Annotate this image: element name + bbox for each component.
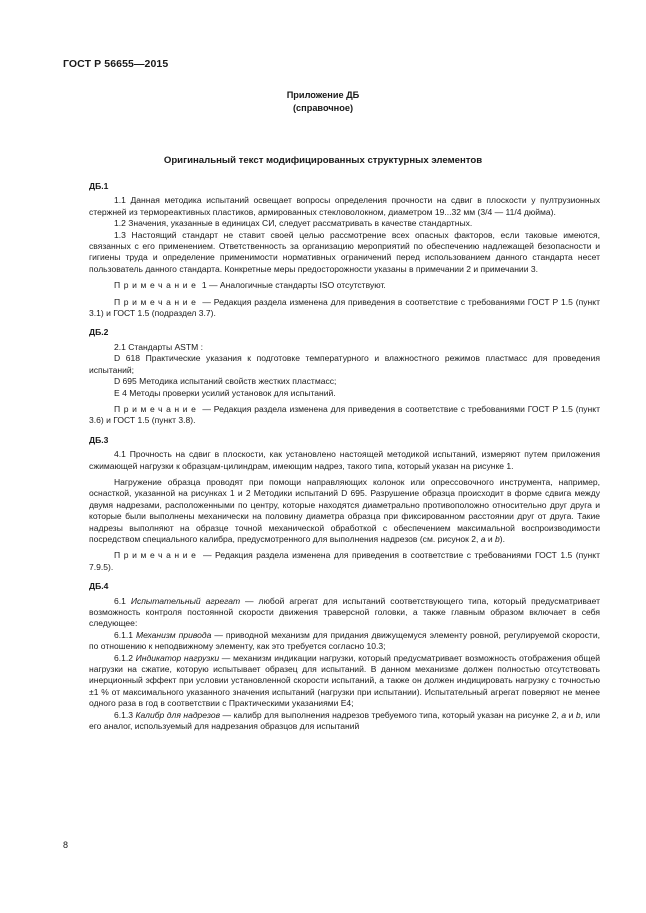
paragraph: 4.1 Прочность на сдвиг в плоскости, как установлено настоящей методикой испытаний, измеряют путем приложения сжимающей нагрузки к образцам-цилиндрам, имеющим надрез, такого типа, который указан на рисунке 1. (89, 449, 600, 471)
section-heading-db4: ДБ.4 (89, 581, 109, 592)
paragraph (89, 710, 600, 733)
text-run-italic: а (480, 533, 486, 544)
document-body (89, 178, 600, 732)
note (89, 280, 600, 291)
paragraph (89, 477, 600, 545)
paragraph: 1.1 Данная методика испытаний освещает вопросы определения прочности на сдвиг в плоскости у пултрузионных стержней из термореактивных пластиков, армированных стекловолокном, диаметром 19...32 мм (3/4 — 11/4 дюйма). (89, 195, 600, 217)
text-run: и (485, 533, 496, 544)
text-run: 6.1.1 (114, 629, 136, 640)
page-number: 8 (63, 840, 69, 850)
term-italic: Испытательный агрегат (130, 595, 241, 606)
note-text: — Редакция раздела изменена для приведения в соответствие с требованиями ГОСТ Р 1.5 (пункт 3.1) и ГОСТ 1.5 (подраздел 3.7). (89, 296, 600, 319)
term-italic: Калибр для надрезов (135, 709, 221, 720)
note (89, 297, 600, 320)
paragraph: 1.3 Настоящий стандарт не ставит своей целью рассмотрение всех опасных факторов, если таковые имеются, связанных с его применением. Ответственность за организацию мероприятий по обеспечению надлежащей безопасности и гигиены труда и определение применимости нормативных ограничений перед использованием данного стандарта несет пользователь данного стандарта. Конкретные меры предосторожности указаны в примечании 2 и примечании 3. (89, 229, 600, 274)
note (89, 550, 600, 573)
text-run: 6.1 (114, 595, 131, 606)
paragraph: 1.2 Значения, указанные в единицах СИ, следует рассматривать в качестве стандартных. (114, 218, 473, 229)
text-run: 6.1.3 (114, 709, 136, 720)
note-text: — Редакция раздела изменена для приведения в соответствие с требованиями ГОСТ Р 1.5 (пункт 3.6) и ГОСТ 1.5 (пункт 3.8). (89, 403, 600, 426)
note-text: 1 — Аналогичные стандарты ISO отсутствуют. (199, 280, 386, 291)
text-run: — любой агрегат для испытаний соответствующего типа, который предусматривает возможность контроля постоянной скорости движения траверсной головки, а также главным образом включает в себя следующее: (89, 595, 600, 629)
note (89, 404, 600, 427)
paragraph: D 695 Методика испытаний свойств жестких пластмасс; (114, 376, 337, 387)
text-run: , или его аналог, используемый для надрезания образцов для испытаний (89, 709, 600, 732)
text-run-italic: b (575, 709, 581, 720)
text-run: Нагружение образца проводят при помощи направляющих колонок или опрессовочного инструмента, например, оснасткой, указанной на рисунках 1 и 2 Методики испытаний D 695. Разрушение образца происходит в форме сдвига между двумя надрезами, расположенными по центру, которые находятся диаметрально противоположно относительно друг друга и которые были выполнены механически на половину диаметра образца при фиксированном расстоянии друг от друга. Такие надрезы выполняют на образце точной механической обработкой с обеспечением максимальной воспроизводимости посредством специального калибра, предусмотренного для выполнения надрезов (см. рисунок 2, (89, 476, 600, 544)
text-run: 6.1.2 (114, 652, 136, 663)
section-heading-db3: ДБ.3 (89, 434, 109, 445)
note-label: Примечание (114, 296, 200, 307)
paragraph (89, 596, 600, 630)
section-heading-db1: ДБ.1 (89, 181, 109, 191)
note-label: Примечание (114, 280, 200, 291)
paragraph (89, 653, 600, 710)
paragraph: 2.1 Стандарты ASTM : (114, 341, 203, 352)
text-run: — механизм индикации нагрузки, который предусматривает возможность отображения общей нагрузки на сжатие, которую испытывает образец для испытаний. В данном механизме должен полностью отсутствовать инерционный эффект при условии установленной скорости испытаний, а также он должен индицировать нагрузку с точностью ±1 % от максимального указанного значения испытаний (нагрузки при испытании). Испытательный агрегат поверяют не менее одного раза в год в соответствии с Практическими указаниями E4; (89, 652, 601, 709)
text-run: — приводной механизм для придания движущемуся элементу ровной, регулируемой скорости, по отношению к неподвижному элементу, как это требуется согласно 10.3; (89, 629, 600, 652)
text-run: ). (499, 533, 506, 544)
main-title: Оригинальный текст модифицированных структурных элементов (163, 155, 483, 166)
text-run: и (566, 709, 576, 720)
term-italic: Механизм привода (136, 629, 212, 640)
document-header: ГОСТ Р 56655—2015 (63, 58, 169, 70)
text-run-italic: b (495, 533, 500, 544)
term-italic: Индикатор нагрузки (135, 652, 220, 663)
section-heading-db2: ДБ.2 (89, 327, 109, 338)
paragraph (89, 630, 600, 653)
appendix-title: Приложение ДБ (286, 90, 360, 100)
note-text: — Редакция раздела изменена для приведения в соответствие с требованиями ГОСТ 1.5 (пункт 7.9.5). (89, 550, 600, 572)
text-run: — калибр для выполнения надрезов требуемого типа, который указан на рисунке 2, (220, 709, 562, 720)
text-run-italic: а (561, 709, 567, 720)
paragraph: D 618 Практические указания к подготовке температурного и влажностного режимов пластмасс для проведения испытаний; (89, 353, 600, 375)
paragraph: E 4 Методы проверки усилий установок для испытаний. (114, 387, 336, 398)
appendix-subtitle: (справочное) (292, 103, 353, 113)
note-label: Примечание (114, 403, 200, 414)
note-label: Примечание (114, 550, 200, 561)
